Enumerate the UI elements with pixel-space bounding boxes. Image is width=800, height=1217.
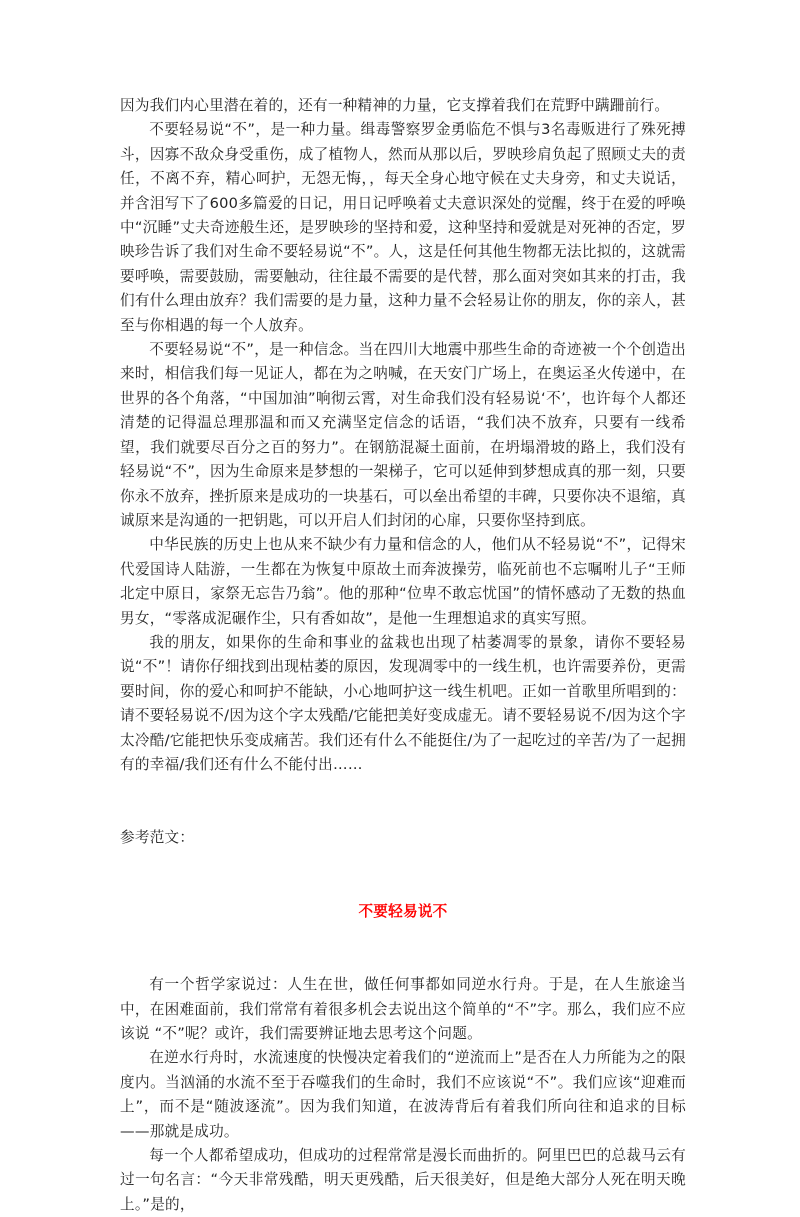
paragraph: 每一个人都希望成功，但成功的过程常常是漫长而曲折的。阿里巴巴的总裁马云有过一句名言：“今天非常残酷，明天更残酷，后天很美好，但是绝大部分人死在明天晚上。”是的， <box>120 1147 686 1213</box>
reference-label: 参考范文： <box>120 829 195 847</box>
paragraph: 在逆水行舟时，水流速度的快慢决定着我们的“逆流而上”是否在人力所能为之的限度内。当汹涌的水流不至于吞噬我们的生命时，我们不应该说“不”。我们应该“迎难而上”，而不是“随波逐流”。因为我们知道，在波涛背后有着我们所向往和追求的目标——那就是成功。 <box>120 1049 686 1140</box>
paragraph: 不要轻易说“不”，是一种力量。缉毒警察罗金勇临危不惧与3名毒贩进行了殊死搏斗，因寡不敌众身受重伤，成了植物人，然而从那以后，罗映珍肩负起了照顾丈夫的责任，不离不弃，精心呵护，无怨无悔，，每天全身心地守候在丈夫身旁，和丈夫说话，并含泪写下了600多篇爱的日记，用日记呼唤着丈夫意识深处的觉醒，终于在爱的呼唤中“沉睡”丈夫奇迹般生还，是罗映珍的坚持和爱，这种坚持和爱就是对死神的否定，罗映珍告诉了我们对生命不要轻易说“不”。人，这是任何其他生物都无法比拟的，这就需要呼唤，需要鼓励，需要触动，往往最不需要的是代替，那么面对突如其来的打击，我们有什么理由放弃？我们需要的是力量，这种力量不会轻易让你的朋友，你的亲人，甚至与你相遇的每一个人放弃。 <box>120 121 686 334</box>
paragraph: 有一个哲学家说过：人生在世，做任何事都如同逆水行舟。于是，在人生旅途当中，在困难面前，我们常常有着很多机会去说出这个简单的“不”字。那么，我们应不应该说 “不”呢？或许，我们需要辨证地去思考这个问题。 <box>120 976 686 1042</box>
document-body <box>120 94 686 1217</box>
essay-title: 不要轻易说不 <box>358 902 448 920</box>
paragraph: 因为我们内心里潜在着的，还有一种精神的力量，它支撑着我们在荒野中蹒跚前行。 <box>120 97 670 114</box>
paragraph: 我的朋友，如果你的生命和事业的盆栽也出现了枯萎凋零的景象，请你不要轻易说“不”！请你仔细找到出现枯萎的原因，发现凋零中的一线生机，也许需要养份，更需要时间，你的爱心和呵护不能缺，小心地呵护这一线生机吧。正如一首歌里所唱到的：请不要轻易说不/因为这个字太残酷/它能把美好变成虚无。请不要轻易说不/因为这个字太冷酷/它能把快乐变成痛苦。我们还有什么不能挺住/为了一起吃过的辛苦/为了一起拥有的幸福/我们还有什么不能付出…… <box>120 633 686 773</box>
paragraph: 不要轻易说“不”，是一种信念。当在四川大地震中那些生命的奇迹被一个个创造出来时，相信我们每一见证人，都在为之呐喊，在天安门广场上，在奥运圣火传递中，在世界的各个角落，“中国加油”响彻云霄，对生命我们没有轻易说‘不’，也许每个人都还清楚的记得温总理那温和而又充满坚定信念的话语，“我们决不放弃，只要有一线希望，我们就要尽百分之百的努力”。在钢筋混凝土面前，在坍塌滑坡的路上，我们没有轻易说“不”，因为生命原来是梦想的一架梯子，它可以延伸到梦想成真的那一刻，只要你永不放弃，挫折原来是成功的一块基石，可以垒出希望的丰碑，只要你决不退缩，真诚原来是沟通的一把钥匙，可以开启人们封闭的心扉，只要你坚持到底。 <box>120 341 686 529</box>
paragraph: 中华民族的历史上也从来不缺少有力量和信念的人，他们从不轻易说“不”，记得宋代爱国诗人陆游，一生都在为恢复中原故土而奔波操劳，临死前也不忘嘱咐儿子“王师北定中原日，家祭无忘告乃翁”。他的那种“位卑不敢忘忧国”的情怀感动了无数的热血男女，“零落成泥碾作尘，只有香如故”，是他一生理想追求的真实写照。 <box>120 536 686 627</box>
